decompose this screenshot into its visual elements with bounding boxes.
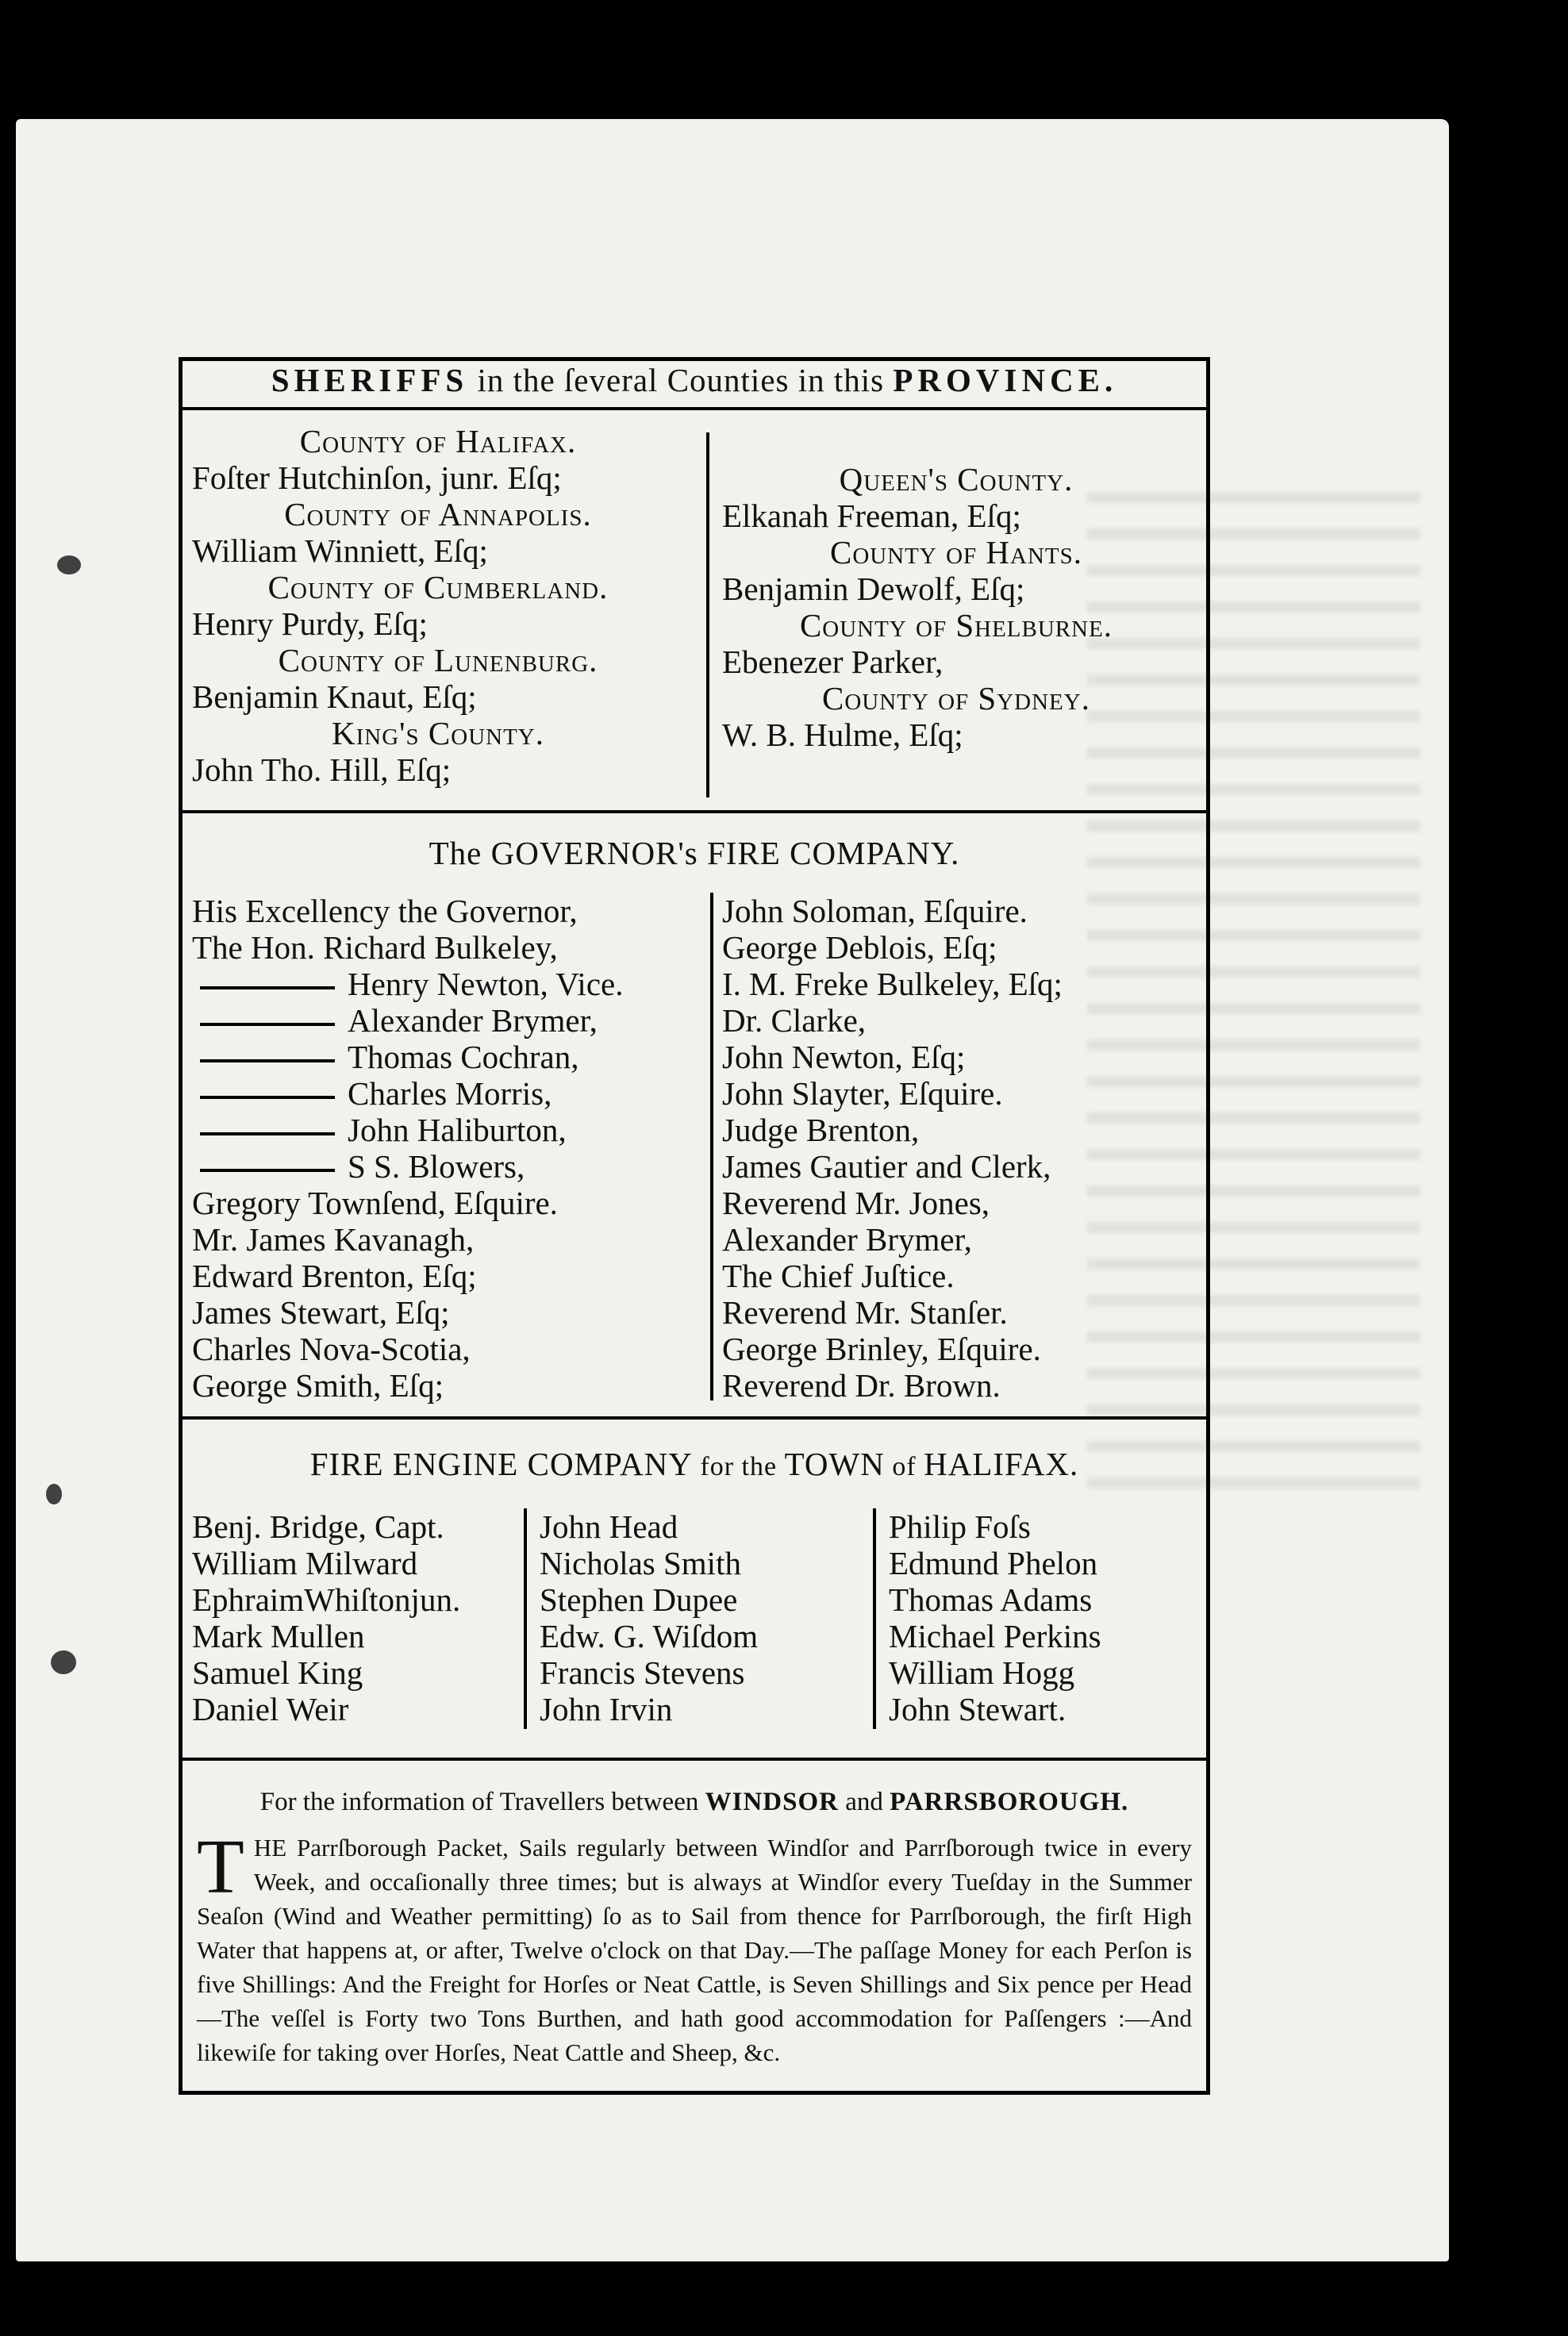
name-entry <box>192 1112 700 1148</box>
entry-text: W. B. Hulme, Eſq; <box>722 717 963 753</box>
entry-text: George Deblois, Eſq; <box>722 929 997 966</box>
travel-heading: For the information of Travellers between WINDSOR and PARRSBOROUGH. <box>259 1788 1129 1816</box>
name-entry <box>192 751 684 788</box>
entry-text: County of Sydney. <box>822 680 1090 717</box>
name-entry <box>192 532 684 569</box>
entry-text: Charles Nova-Scotia, <box>192 1331 471 1367</box>
entry-text: William Winniett, Eſq; <box>192 532 488 569</box>
member-entry: John Irvin <box>540 1691 673 1727</box>
name-entry <box>192 929 700 966</box>
entry-text: Henry Newton, Vice. <box>348 966 624 1002</box>
listing-frame <box>179 357 1210 2095</box>
name-entry <box>722 1258 1190 1294</box>
name-entry <box>722 1367 1190 1404</box>
member-entry: Philip Foſs <box>889 1508 1031 1545</box>
member-entry: Michael Perkins <box>889 1618 1101 1654</box>
ditto-dash <box>200 1059 335 1062</box>
entry-text: Mr. James Kavanagh, <box>192 1221 475 1258</box>
entry-text: Reverend Mr. Jones, <box>722 1185 990 1221</box>
name-entry <box>192 1075 700 1112</box>
entry-text: Thomas Cochran, <box>348 1039 579 1075</box>
engine-divider-1 <box>524 1508 527 1729</box>
name-entry <box>722 571 1190 607</box>
name-entry <box>722 1075 1190 1112</box>
name-entry <box>722 1294 1190 1331</box>
name-entry <box>722 1002 1190 1039</box>
name-entry <box>722 1221 1190 1258</box>
rule-under-sheriffs-heading <box>183 407 1206 410</box>
sheriffs-right-column <box>722 461 1190 753</box>
county-heading <box>722 607 1190 644</box>
name-entry <box>722 1148 1190 1185</box>
ditto-dash <box>200 986 335 989</box>
entry-text: County of Annapolis. <box>284 496 592 532</box>
entry-text: County of Cumberland. <box>267 569 609 605</box>
county-heading <box>192 423 684 459</box>
entry-text: Benjamin Knaut, Eſq; <box>192 678 477 715</box>
county-heading <box>192 569 684 605</box>
name-entry <box>192 1367 700 1404</box>
name-entry <box>722 1039 1190 1075</box>
entry-text: The Chief Juſtice. <box>722 1258 955 1294</box>
member-entry: William Hogg <box>889 1654 1075 1691</box>
paper-wear-mark <box>57 555 81 574</box>
entry-text: Alexander Brymer, <box>348 1002 598 1039</box>
sheriffs-heading: SHERIFFS in the ſeveral Counties in this PROVINCE. <box>271 362 1118 398</box>
member-entry: Edmund Phelon <box>889 1545 1098 1581</box>
name-entry <box>722 1331 1190 1367</box>
entry-text: Alexander Brymer, <box>722 1221 972 1258</box>
entry-text: James Stewart, Eſq; <box>192 1294 450 1331</box>
page-sheet <box>16 119 1449 2261</box>
name-entry <box>192 1039 700 1075</box>
member-entry: Daniel Weir <box>192 1691 349 1727</box>
member-entry: John Head <box>540 1508 678 1545</box>
county-heading <box>192 496 684 532</box>
entry-text: The Hon. Richard Bulkeley, <box>192 929 558 966</box>
member-entry: Stephen Dupee <box>540 1581 738 1618</box>
ditto-dash <box>200 1096 335 1099</box>
name-entry <box>192 966 700 1002</box>
name-entry <box>722 966 1190 1002</box>
entry-text: Gregory Townſend, Eſquire. <box>192 1185 558 1221</box>
name-entry <box>192 1221 700 1258</box>
name-entry <box>192 893 700 929</box>
paper-wear-mark <box>51 1650 76 1674</box>
governor-right-column <box>722 893 1190 1404</box>
name-entry <box>722 1112 1190 1148</box>
packet-notice <box>197 1824 1192 2069</box>
name-entry <box>722 498 1190 534</box>
engine-column-1 <box>192 1508 517 1727</box>
entry-text: I. M. Freke Bulkeley, Eſq; <box>722 966 1063 1002</box>
member-entry: Edw. G. Wiſdom <box>540 1618 759 1654</box>
sheriffs-left-column <box>192 423 684 788</box>
member-entry: William Milward <box>192 1545 418 1581</box>
entry-text: John Slayter, Eſquire. <box>722 1075 1003 1112</box>
member-entry: Thomas Adams <box>889 1581 1093 1618</box>
name-entry <box>722 717 1190 753</box>
drop-cap: T <box>197 1824 244 1910</box>
rule-above-engine <box>183 1416 1206 1420</box>
county-heading <box>722 461 1190 498</box>
entry-text: John Haliburton, <box>348 1112 567 1148</box>
entry-text: Reverend Mr. Stanſer. <box>722 1294 1008 1331</box>
rule-above-travel <box>183 1758 1206 1761</box>
ditto-dash <box>200 1169 335 1172</box>
name-entry <box>192 1294 700 1331</box>
sheriffs-column-divider <box>706 432 709 797</box>
entry-text: Elkanah Freeman, Eſq; <box>722 498 1021 534</box>
entry-text: John Tho. Hill, Eſq; <box>192 751 452 788</box>
entry-text: James Gautier and Clerk, <box>722 1148 1051 1185</box>
member-entry: Nicholas Smith <box>540 1545 741 1581</box>
entry-text: Dr. Clarke, <box>722 1002 867 1039</box>
name-entry <box>192 1002 700 1039</box>
name-entry <box>192 1185 700 1221</box>
member-entry: Mark Mullen <box>192 1618 365 1654</box>
entry-text: Charles Morris, <box>348 1075 552 1112</box>
name-entry <box>192 459 684 496</box>
paper-wear-mark <box>46 1484 62 1504</box>
name-entry <box>192 605 684 642</box>
county-heading <box>192 642 684 678</box>
engine-divider-2 <box>873 1508 876 1729</box>
entry-text: Edward Brenton, Eſq; <box>192 1258 477 1294</box>
member-entry: EphraimWhiſtonjun. <box>192 1581 461 1618</box>
member-entry: Francis Stevens <box>540 1654 745 1691</box>
entry-text: County of Lunenburg. <box>278 642 598 678</box>
name-entry <box>192 1331 700 1367</box>
member-entry: Benj. Bridge, Capt. <box>192 1508 444 1545</box>
entry-text: County of Hants. <box>830 534 1082 571</box>
engine-heading: FIRE ENGINE COMPANY for the TOWN of HALIFAX. <box>309 1446 1079 1482</box>
name-entry <box>722 893 1190 929</box>
ditto-dash <box>200 1132 335 1135</box>
entry-text: King's County. <box>332 715 544 751</box>
entry-text: John Newton, Eſq; <box>722 1039 966 1075</box>
entry-text: George Brinley, Eſquire. <box>722 1331 1041 1367</box>
entry-text: Henry Purdy, Eſq; <box>192 605 428 642</box>
county-heading <box>192 715 684 751</box>
entry-text: Foſter Hutchinſon, junr. Eſq; <box>192 459 562 496</box>
name-entry <box>192 678 684 715</box>
engine-column-3 <box>889 1508 1190 1727</box>
name-entry <box>722 1185 1190 1221</box>
county-heading <box>722 680 1190 717</box>
ditto-dash <box>200 1023 335 1026</box>
entry-text: County of Halifax. <box>299 423 577 459</box>
county-heading <box>722 534 1190 571</box>
name-entry <box>722 929 1190 966</box>
rule-above-governor <box>183 810 1206 813</box>
name-entry <box>722 644 1190 680</box>
entry-text: County of Shelburne. <box>799 607 1113 644</box>
name-entry <box>192 1148 700 1185</box>
governor-column-divider <box>710 893 713 1400</box>
entry-text: Ebenezer Parker, <box>722 644 943 680</box>
governor-left-column <box>192 893 700 1404</box>
entry-text: Reverend Dr. Brown. <box>722 1367 1001 1404</box>
packet-notice-text: HE Parrſborough Packet, Sails regularly between Windſor and Parrſborough twice in every Week, and occaſionally three times; but is always at Windſor every Tueſday in the Summer Seaſon (Wind and Weather permitting) ſo as to Sail from thence for Parrſborough, the firſt High Water that happens at, or after, Twelve o'clock on that Day.—The paſſage Money for each Perſon is five Shillings: And the Freight for Horſes or Neat Cattle, is Seven Shillings and Six pence per Head—The veſſel is Forty two Tons Burthen, and hath good accommodation for Paſſengers :—And likewiſe for taking over Horſes, Neat Cattle and Sheep, &c. <box>197 1834 1192 2066</box>
entry-text: John Soloman, Eſquire. <box>722 893 1028 929</box>
governor-heading: The GOVERNOR's FIRE COMPANY. <box>429 835 960 871</box>
name-entry <box>192 1258 700 1294</box>
entry-text: Queen's County. <box>839 461 1074 498</box>
engine-column-2 <box>540 1508 857 1727</box>
entry-text: His Excellency the Governor, <box>192 893 578 929</box>
entry-text: George Smith, Eſq; <box>192 1367 444 1404</box>
entry-text: Judge Brenton, <box>722 1112 920 1148</box>
member-entry: Samuel King <box>192 1654 363 1691</box>
entry-text: S S. Blowers, <box>348 1148 525 1185</box>
member-entry: John Stewart. <box>889 1691 1066 1727</box>
entry-text: Benjamin Dewolf, Eſq; <box>722 571 1025 607</box>
